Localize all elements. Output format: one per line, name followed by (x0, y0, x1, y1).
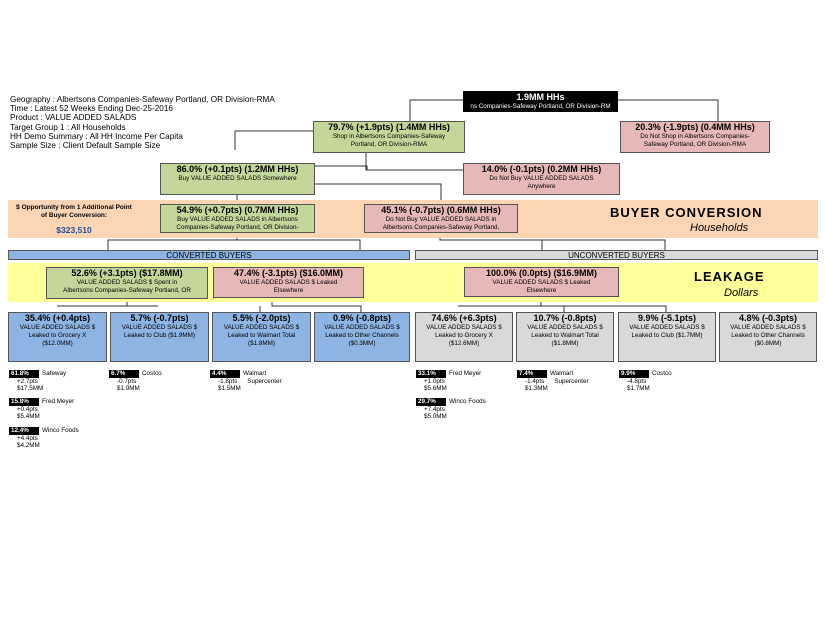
leaked-converted-sub1: VALUE ADDED SALADS $ Leaked (239, 279, 338, 286)
leaked-unconverted-box (464, 267, 619, 297)
channel-line2: Leaked to Walmart Total (531, 332, 599, 339)
buyer-conversion-subtitle: Households (690, 222, 749, 234)
retailer-change: -1.8pts (218, 377, 238, 385)
spent-sub1: VALUE ADDED SALADS $ Spent in (76, 279, 178, 286)
channel-head: 74.6% (+6.3pts) (431, 313, 497, 323)
channel-line1: VALUE ADDED SALADS $ (730, 324, 806, 331)
report-info (10, 95, 275, 150)
not-shop-sub2: Safeway Portland, OR Division-RMA (643, 141, 747, 148)
channel-head: 5.5% (-2.0pts) (232, 313, 291, 323)
channel-box-club-unconverted (618, 312, 716, 362)
retailer-value: $1.7MM (627, 385, 650, 392)
channel-line2: Leaked to Club ($1.7MM) (631, 332, 703, 339)
buy-somewhere-box (160, 163, 315, 195)
channel-box-other-converted (314, 312, 410, 362)
retailer-name: Fred Meyer (42, 398, 75, 405)
channel-head: 9.9% (-5.1pts) (637, 313, 697, 323)
opportunity-line1: $ Opportunity from 1 Additional Point (16, 204, 132, 211)
opportunity-line2: of Buyer Conversion: (40, 212, 108, 219)
retailer-name: Fred Meyer (449, 370, 482, 377)
retailer-name: Winco Foods (42, 427, 79, 434)
not-buy-in-albertsons-sub2: Albertsons Companies-Safeway Portland, (382, 224, 500, 231)
not-shop-box (620, 121, 770, 153)
channel-box-grocery-converted (8, 312, 107, 362)
channel-line2: Leaked to Walmart Total (227, 332, 296, 339)
channel-line2: Leaked to Other Channels (325, 332, 399, 339)
retailer-pct: 61.8% (9, 370, 39, 378)
retailer-value: $17.5MM (17, 385, 44, 392)
leaked-converted-box (213, 267, 364, 298)
root-households-box (463, 91, 618, 112)
retailer-rank-costco-unconverted (619, 370, 672, 393)
channel-head: 5.7% (-0.7pts) (130, 313, 189, 323)
retailer-name2: Supercenter (554, 377, 589, 385)
retailer-rank-winco-unconverted (416, 398, 486, 421)
leaked-unconverted-sub2: Elsewhere (526, 287, 557, 294)
buyer-conversion-title: BUYER CONVERSION (610, 205, 763, 220)
spent-in-albertsons-box (46, 267, 208, 299)
leaked-converted-sub2: Elsewhere (273, 287, 304, 294)
leaked-unconverted-sub1: VALUE ADDED SALADS $ Leaked (492, 279, 591, 286)
channel-line2: Leaked to Other Channels (731, 332, 805, 339)
retailer-pct: 6.7% (109, 370, 139, 378)
channel-line3: ($12.0MM) (42, 340, 73, 347)
retailer-change: +4.4pts (17, 434, 38, 442)
retailer-value: $5.4MM (17, 413, 40, 420)
product-label: Product : VALUE ADDED SALADS (10, 113, 137, 123)
shop-in-sub1: Shop in Albertsons Companies-Safeway (332, 133, 446, 140)
channel-box-grocery-unconverted (415, 312, 513, 362)
target-group-label: Target Group 1 : All Households (10, 122, 126, 132)
retailer-pct: 29.7% (416, 398, 446, 406)
retailer-pct: 9.9% (619, 370, 649, 378)
retailer-value: $1.9MM (117, 385, 140, 392)
retailer-name: Winco Foods (449, 398, 486, 405)
buy-in-albertsons-head: 54.9% (+0.7pts) (0.7MM HHs) (176, 205, 299, 215)
retailer-name: Safeway (42, 370, 67, 377)
channel-head: 10.7% (-0.8pts) (533, 313, 597, 323)
retailer-rank-safeway (9, 370, 66, 393)
channel-line3: ($1.8MM) (551, 340, 579, 347)
not-buy-anywhere-box (463, 163, 620, 195)
channel-line2: Leaked to Grocery X (435, 332, 493, 339)
channel-line2: Leaked to Grocery X (28, 332, 87, 339)
buy-in-albertsons-sub2: Companies-Safeway Portland, OR Division- (176, 224, 299, 231)
leaked-unconverted-head: 100.0% (0.0pts) ($16.9MM) (485, 268, 598, 278)
not-buy-anywhere-sub1: Do Not Buy VALUE ADDED SALADS (489, 175, 594, 182)
root-head: 1.9MM HHs (516, 92, 565, 102)
retailer-name: Costco (142, 370, 162, 377)
channel-line3: ($0.8MM) (754, 340, 782, 347)
retailer-change: -0.7pts (117, 377, 137, 385)
retailer-change: +1.0pts (424, 377, 445, 385)
time-label: Time : Latest 52 Weeks Ending Dec-25-2016 (10, 104, 173, 114)
retailer-rank-winco (9, 427, 79, 450)
buy-somewhere-head: 86.0% (+0.1pts) (1.2MM HHs) (176, 164, 299, 174)
channel-head: 35.4% (+0.4pts) (24, 313, 91, 323)
sample-size-label: Sample Size : Client Default Sample Size (10, 141, 161, 151)
retailer-pct: 33.1% (416, 370, 446, 378)
retailer-change: -1.4pts (525, 377, 545, 385)
channel-line1: VALUE ADDED SALADS $ (426, 324, 502, 331)
root-sub: ns Companies-Safeway Portland, OR Division-RM (470, 103, 611, 110)
retailer-rank-walmart-unconverted (517, 370, 589, 393)
channel-line1: VALUE ADDED SALADS $ (324, 324, 400, 331)
channel-line3: ($0.3MM) (348, 340, 376, 347)
retailer-value: $1.3MM (525, 385, 548, 392)
opportunity-label (10, 204, 138, 220)
channel-box-club-converted (110, 312, 209, 362)
not-shop-sub1: Do Not Shop in Albertsons Companies- (640, 133, 750, 140)
spent-sub2: Albertsons Companies-Safeway Portland, OR (63, 287, 191, 294)
retailer-rank-fred-meyer-unconverted (416, 370, 481, 393)
geography-label: Geography : Albertsons Companies-Safeway Portland, OR Division-RMA (10, 95, 275, 104)
unconverted-buyers-header: UNCONVERTED BUYERS (415, 250, 818, 260)
buy-in-albertsons-sub1: Buy VALUE ADDED SALADS in Albertsons (177, 216, 298, 223)
not-buy-in-albertsons-sub1: Do Not Buy VALUE ADDED SALADS in (385, 216, 497, 223)
channel-line1: VALUE ADDED SALADS $ (527, 324, 603, 331)
channel-box-other-unconverted (719, 312, 817, 362)
not-buy-in-albertsons-box (364, 204, 518, 233)
retailer-change: +7.4pts (424, 405, 445, 413)
not-shop-head: 20.3% (-1.9pts) (0.4MM HHs) (635, 122, 755, 132)
retailer-pct: 12.4% (9, 427, 39, 435)
retailer-name: Walmart (243, 370, 267, 377)
shop-in-box (313, 121, 465, 153)
leaked-converted-head: 47.4% (-3.1pts) ($16.0MM) (233, 268, 344, 278)
channel-line1: VALUE ADDED SALADS $ (121, 324, 198, 331)
leakage-subtitle: Dollars (724, 287, 759, 299)
buy-somewhere-sub1: Buy VALUE ADDED SALADS Somewhere (178, 175, 297, 182)
retailer-name2: Supercenter (247, 377, 282, 385)
retailer-value: $1.5MM (218, 385, 241, 392)
channel-line3: ($1.8MM) (248, 340, 275, 347)
shop-in-sub2: Portland, OR Division-RMA (350, 141, 428, 148)
channel-line1: VALUE ADDED SALADS $ (19, 324, 96, 331)
channel-line2: Leaked to Club ($1.9MM) (123, 332, 196, 339)
leakage-title: LEAKAGE (694, 269, 765, 284)
retailer-rank-costco-converted (109, 370, 162, 393)
channel-head: 4.8% (-0.3pts) (738, 313, 798, 323)
not-buy-anywhere-sub2: Anywhere (527, 183, 556, 190)
not-buy-anywhere-head: 14.0% (-0.1pts) (0.2MM HHs) (481, 164, 602, 174)
retailer-change: +2.7pts (17, 377, 38, 385)
converted-buyers-header: CONVERTED BUYERS (8, 250, 410, 260)
channel-line1: VALUE ADDED SALADS $ (629, 324, 705, 331)
retailer-pct: 4.4% (210, 370, 240, 378)
hh-demo-label: HH Demo Summary : All HH Income Per Capita (10, 131, 183, 141)
channel-box-walmart-converted (212, 312, 311, 362)
retailer-name: Walmart (550, 370, 574, 377)
retailer-rank-fred-meyer (9, 398, 74, 421)
retailer-rank-walmart-converted (210, 370, 282, 393)
retailer-pct: 7.4% (517, 370, 547, 378)
channel-line3: ($12.6MM) (448, 340, 480, 347)
retailer-value: $4.2MM (17, 442, 40, 449)
shop-in-head: 79.7% (+1.9pts) (1.4MM HHs) (328, 122, 450, 132)
opportunity-value: $323,510 (56, 225, 92, 235)
channel-line1: VALUE ADDED SALADS $ (223, 324, 300, 331)
retailer-change: +0.4pts (17, 405, 38, 413)
retailer-value: $5.0MM (424, 413, 447, 420)
not-buy-in-albertsons-head: 45.1% (-0.7pts) (0.6MM HHs) (381, 205, 501, 215)
retailer-name: Costco (652, 370, 672, 377)
channel-box-walmart-unconverted (516, 312, 614, 362)
retailer-change: -4.8pts (627, 377, 647, 385)
buy-in-albertsons-box (160, 204, 315, 233)
spent-head: 52.6% (+3.1pts) ($17.8MM) (71, 268, 183, 278)
retailer-pct: 15.8% (9, 398, 39, 406)
channel-head: 0.9% (-0.8pts) (332, 313, 392, 323)
retailer-value: $5.6MM (424, 385, 447, 392)
